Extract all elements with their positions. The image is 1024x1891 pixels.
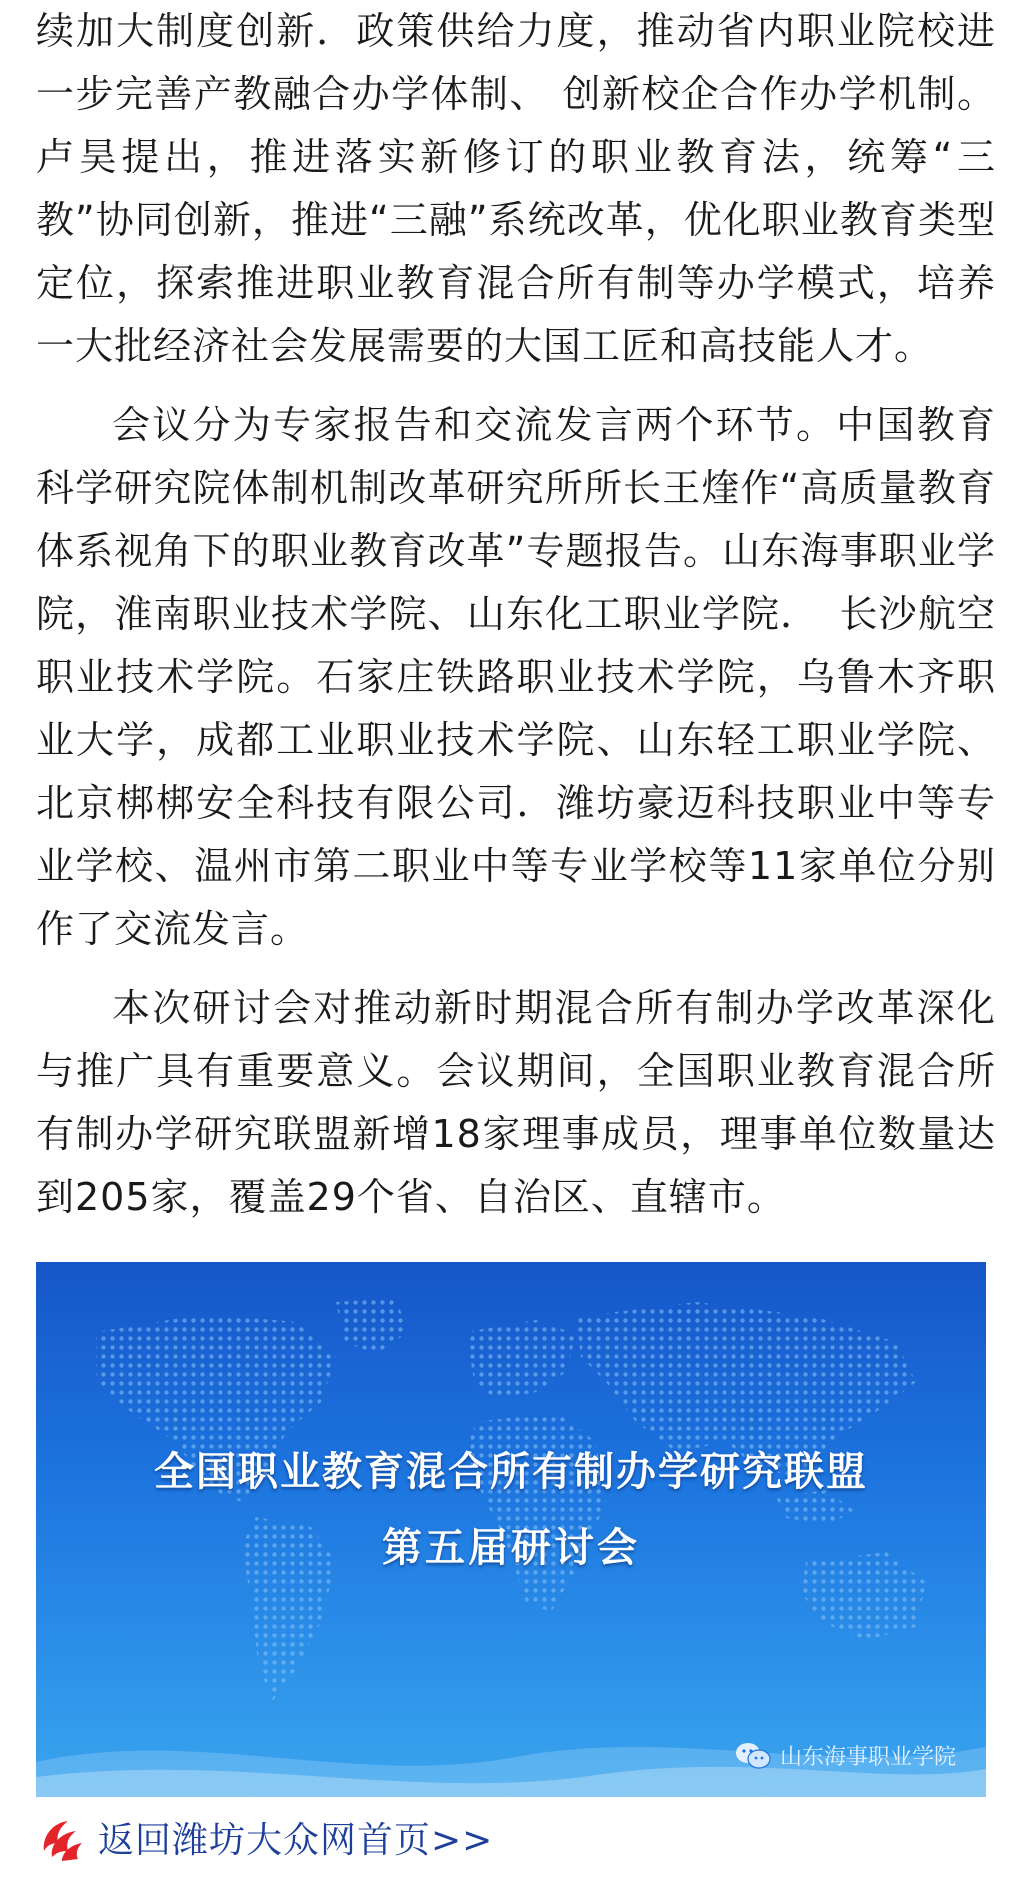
banner-title-line2: 第五届研讨会 bbox=[382, 1525, 640, 1571]
watermark-text: 山东海事职业学院 bbox=[779, 1745, 956, 1770]
article-paragraph: 续加大制度创新．政策供给力度，推动省内职业院校进一步完善产教融合办学体制、 创新校企合作办学机制。卢昊提出，推进落实新修订的职业教育法，统筹“三教”协同创新，推进“三融”系统改革，优化职业教育类型定位，探索推进职业教育混合所有制等办学模式，培养一大批经济社会发展需要的大国工匠和高技能人才。 bbox=[36, 9, 996, 368]
back-to-homepage-link[interactable] bbox=[36, 1812, 493, 1863]
wechat-icon bbox=[734, 1741, 772, 1771]
article-paragraph: 会议分为专家报告和交流发言两个环节。中国教育科学研究院体制机制改革研究所所长王煃作“高质量教育体系视角下的职业教育改革”专题报告。山东海事职业学院，淮南职业技术学院、山东化工职业学院． 长沙航空职业技术学院。石家庄铁路职业技术学院，乌鲁木齐职业大学，成都工业职业技术学院、山东轻工职业学院、北京梆梆安全科技有限公司．潍坊豪迈科技职业中等专业学校、温州市第二职业中等专业学校等11家单位分别作了交流发言。 bbox=[36, 403, 996, 951]
article-body bbox=[36, 0, 996, 1229]
conference-banner-image bbox=[36, 1262, 986, 1797]
banner-watermark bbox=[734, 1740, 956, 1771]
banner-title-line1: 全国职业教育混合所有制办学研究联盟 bbox=[154, 1449, 868, 1495]
dazhong-logo-icon bbox=[36, 1813, 86, 1863]
back-link-label: 返回潍坊大众网首页>> bbox=[98, 1820, 494, 1861]
article-paragraph: 本次研讨会对推动新时期混合所有制办学改革深化与推广具有重要意义。会议期间，全国职业教育混合所有制办学研究联盟新增18家理事成员，理事单位数量达到205家，覆盖29个省、自治区、直辖市。 bbox=[36, 986, 996, 1219]
